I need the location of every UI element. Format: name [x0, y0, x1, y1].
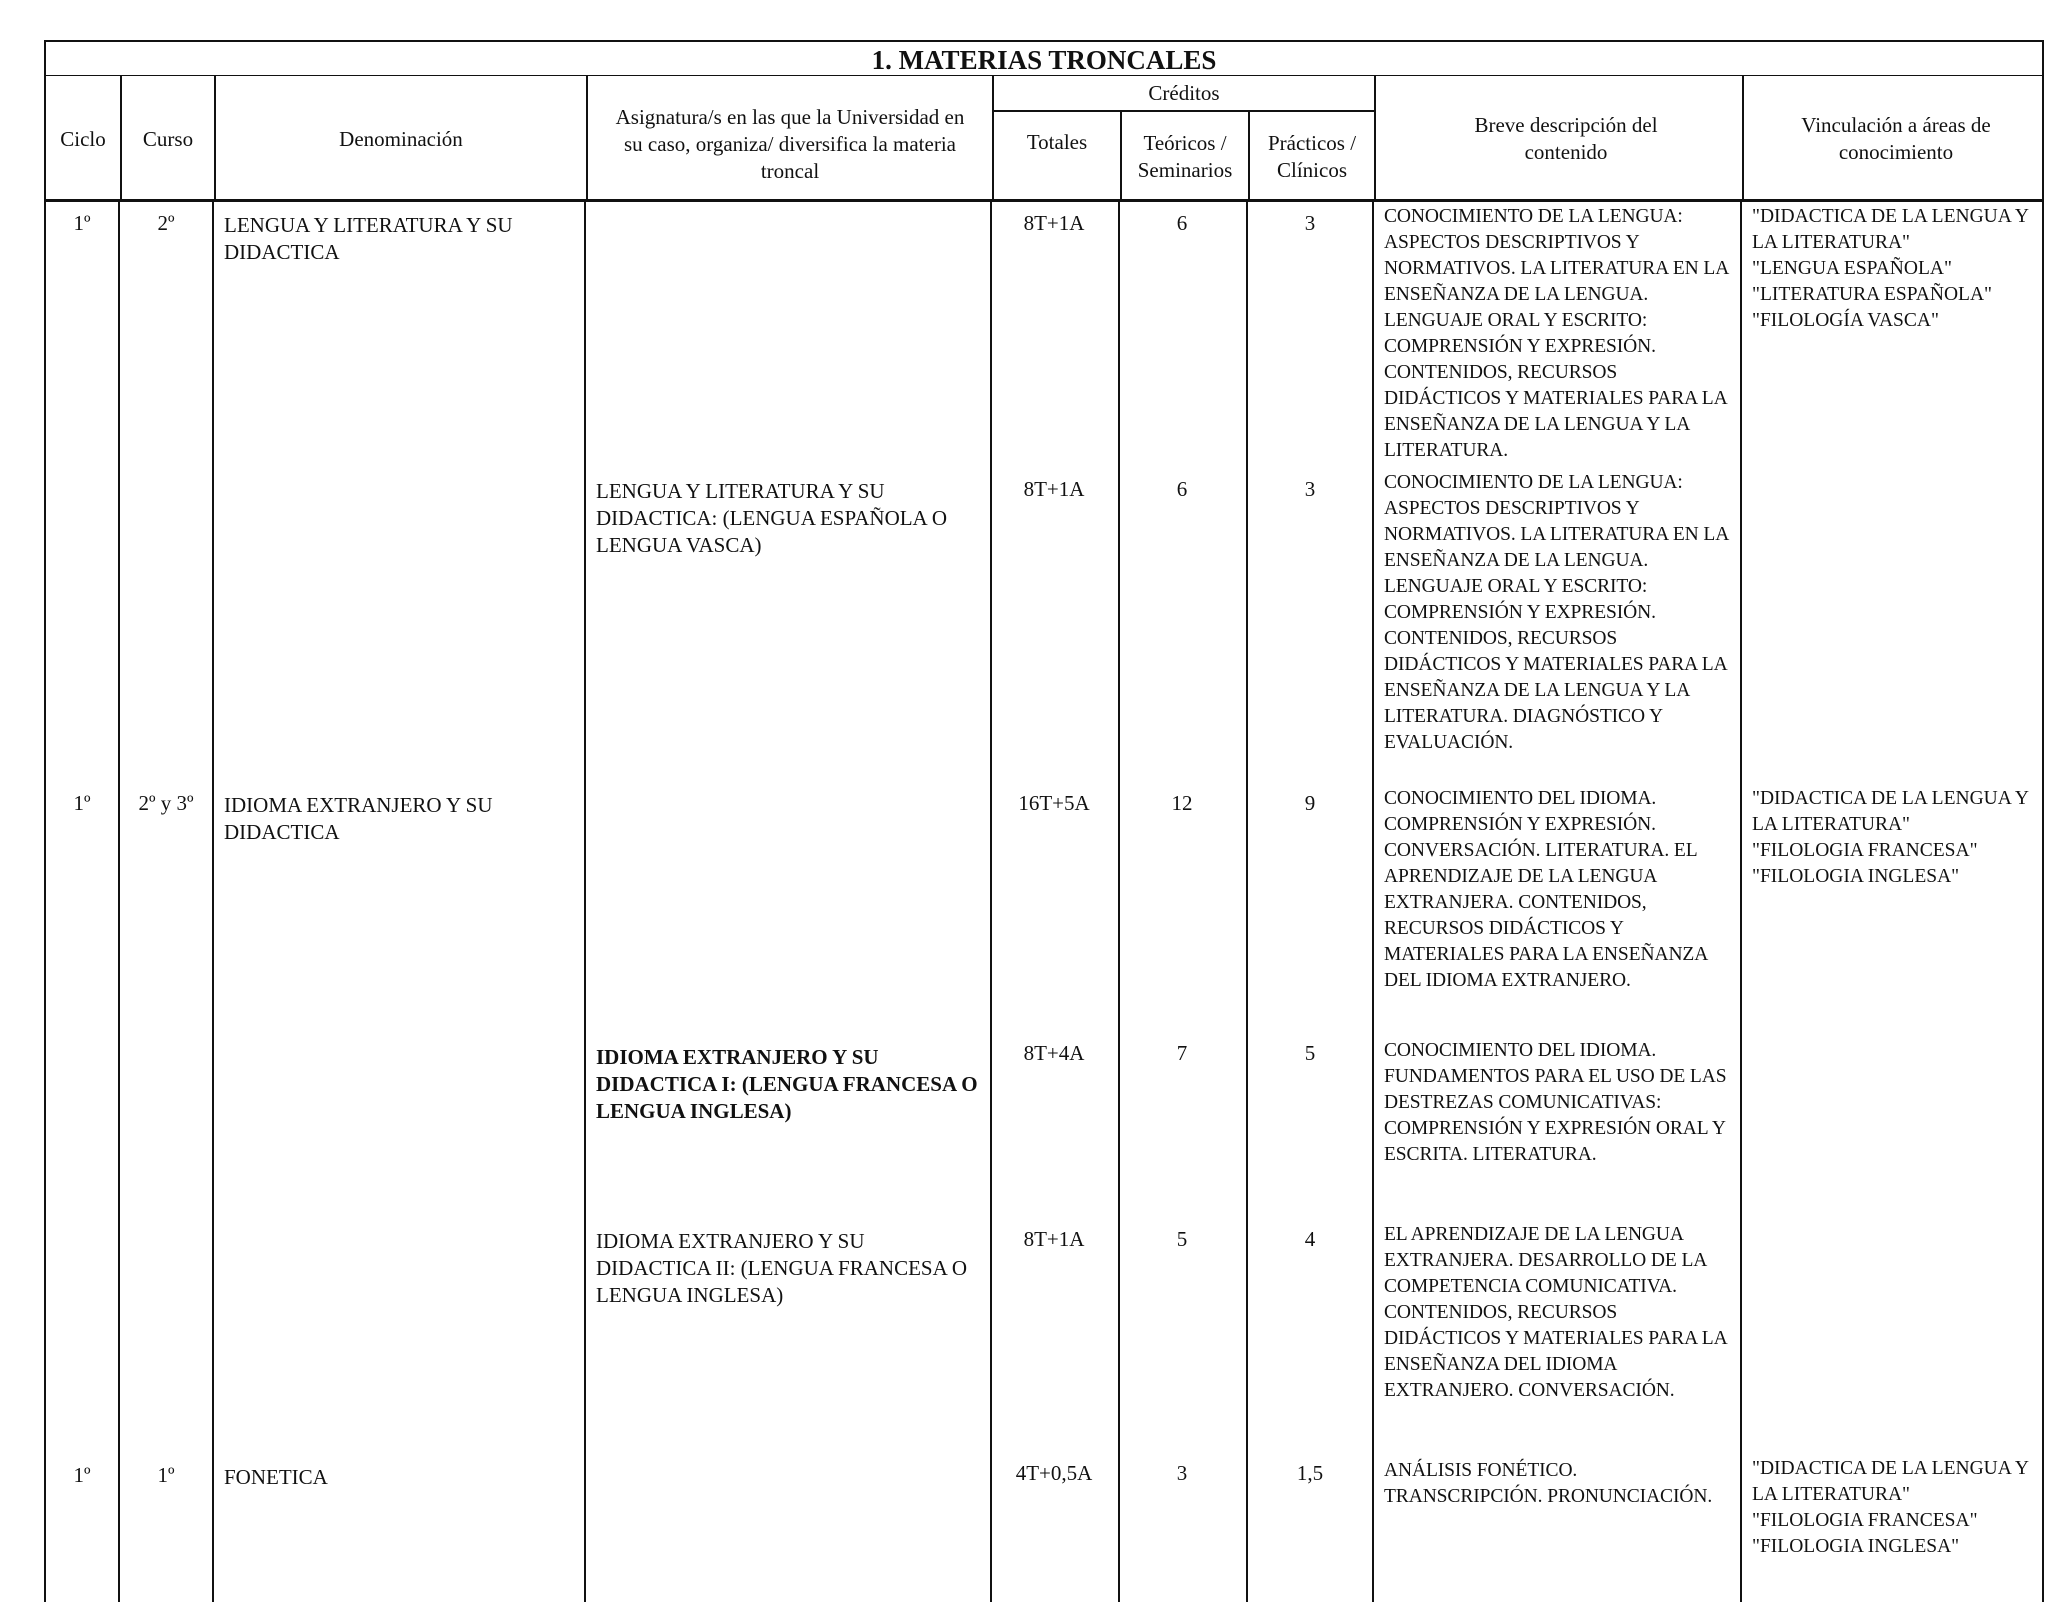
column-line [1118, 202, 1120, 1602]
table-header [44, 76, 2044, 202]
header-practicos: Prácticos / Clínicos [1267, 131, 1357, 182]
cell-denominacion: FONETICA [224, 1465, 328, 1489]
cell-curso: 2º y 3º [138, 791, 194, 815]
cell-totales: 8T+4A [1023, 1041, 1085, 1065]
cell-descripcion: CONOCIMIENTO DEL IDIOMA. FUNDAMENTOS PARA EL USO DE LAS DESTREZAS COMUNICATIVAS: COMPRENSIÓN Y EXPRESIÓN ORAL Y ESCRITA. LITERATURA. [1384, 1040, 1727, 1165]
cell-curso: 2º [157, 211, 175, 235]
column-line [990, 202, 992, 1602]
cell-teoricos: 5 [1176, 1227, 1188, 1251]
cell-descripcion: CONOCIMIENTO DE LA LENGUA: ASPECTOS DESCRIPTIVOS Y NORMATIVOS. LA LITERATURA EN LA ENSEÑANZA DE LA LENGUA. LENGUAJE ORAL Y ESCRITO: COMPRENSIÓN Y EXPRESIÓN. CONTENIDOS, RECURSOS DIDÁCTICOS Y MATERIALES PARA LA ENSEÑANZA DE LA LENGUA Y LA LITERATURA. [1384, 206, 1729, 461]
cell-practicos: 4 [1304, 1227, 1316, 1251]
cell-descripcion: CONOCIMIENTO DE LA LENGUA: ASPECTOS DESCRIPTIVOS Y NORMATIVOS. LA LITERATURA EN LA ENSEÑANZA DE LA LENGUA. LENGUAJE ORAL Y ESCRITO: COMPRENSIÓN Y EXPRESIÓN. CONTENIDOS, RECURSOS DIDÁCTICOS Y MATERIALES PARA LA ENSEÑANZA DE LA LENGUA Y LA LITERATURA. DIAGNÓSTICO Y EVALUACIÓN. [1384, 472, 1729, 753]
header-vinculacion: Vinculación a áreas de conocimiento [1801, 113, 1991, 164]
column-line [44, 202, 46, 1602]
cell-teoricos: 12 [1171, 791, 1193, 815]
cell-totales: 8T+1A [1023, 477, 1085, 501]
cell-descripcion: ANÁLISIS FONÉTICO. TRANSCRIPCIÓN. PRONUNCIACIÓN. [1384, 1460, 1713, 1507]
title-bar [44, 40, 2044, 76]
column-line [212, 202, 214, 1602]
cell-ciclo: 1º [73, 791, 91, 815]
cell-practicos: 9 [1304, 791, 1316, 815]
cell-practicos: 3 [1304, 211, 1316, 235]
cell-asignatura: LENGUA Y LITERATURA Y SU DIDACTICA: (LENGUA ESPAÑOLA O LENGUA VASCA) [596, 479, 947, 557]
column-line [1740, 202, 1742, 1602]
cell-vinculacion: "DIDACTICA DE LA LENGUA Y LA LITERATURA" "LENGUA ESPAÑOLA" "LITERATURA ESPAÑOLA" "FILOLOGÍA VASCA" [1752, 206, 2029, 331]
header-creditos: Créditos [1148, 80, 1220, 105]
cell-ciclo: 1º [73, 211, 91, 235]
column-line [1372, 202, 1374, 1602]
cell-teoricos: 6 [1176, 477, 1188, 501]
cell-ciclo: 1º [73, 1463, 91, 1487]
cell-practicos: 1,5 [1296, 1461, 1324, 1485]
cell-curso: 1º [157, 1463, 175, 1487]
cell-teoricos: 3 [1176, 1461, 1188, 1485]
header-divider [586, 76, 588, 202]
table-title: 1. MATERIAS TRONCALES [871, 45, 1217, 75]
header-divider [1374, 76, 1376, 202]
cell-practicos: 5 [1304, 1041, 1316, 1065]
cell-vinculacion: "DIDACTICA DE LA LENGUA Y LA LITERATURA" "FILOLOGIA FRANCESA" "FILOLOGIA INGLESA" [1752, 1458, 2029, 1557]
header-totales: Totales [1026, 129, 1088, 154]
column-line [584, 202, 586, 1602]
header-ciclo: Ciclo [60, 126, 106, 151]
column-line [2042, 202, 2044, 1602]
column-line [1246, 202, 1248, 1602]
cell-teoricos: 7 [1176, 1041, 1188, 1065]
table-body [44, 202, 2044, 1602]
cell-asignatura: IDIOMA EXTRANJERO Y SU DIDACTICA I: (LENGUA FRANCESA O LENGUA INGLESA) [596, 1045, 978, 1123]
cell-practicos: 3 [1304, 477, 1316, 501]
cell-totales: 8T+1A [1023, 211, 1085, 235]
cell-asignatura: IDIOMA EXTRANJERO Y SU DIDACTICA II: (LENGUA FRANCESA O LENGUA INGLESA) [596, 1229, 968, 1307]
cell-totales: 4T+0,5A [1015, 1461, 1093, 1485]
header-asignaturas: Asignatura/s en las que la Universidad en su caso, organiza/ diversifica la materia troncal [615, 104, 965, 183]
cell-descripcion: CONOCIMIENTO DEL IDIOMA. COMPRENSIÓN Y EXPRESIÓN. CONVERSACIÓN. LITERATURA. EL APRENDIZAJE DE LA LENGUA EXTRANJERA. CONTENIDOS, RECURSOS DIDÁCTICOS Y MATERIALES PARA LA ENSEÑANZA DEL IDIOMA EXTRANJERO. [1384, 788, 1708, 991]
header-divider [1248, 112, 1250, 202]
cell-descripcion: EL APRENDIZAJE DE LA LENGUA EXTRANJERA. DESARROLLO DE LA COMPETENCIA COMUNICATIVA. CONTENIDOS, RECURSOS DIDÁCTICOS Y MATERIALES PARA LA ENSEÑANZA DEL IDIOMA EXTRANJERO. CONVERSACIÓN. [1384, 1224, 1727, 1401]
header-descripcion: Breve descripción del contenido [1474, 113, 1658, 164]
cell-vinculacion: "DIDACTICA DE LA LENGUA Y LA LITERATURA" "FILOLOGIA FRANCESA" "FILOLOGIA INGLESA" [1752, 788, 2029, 887]
header-teoricos: Teóricos / Seminarios [1137, 131, 1233, 182]
header-divider [1742, 76, 1744, 202]
cell-totales: 8T+1A [1023, 1227, 1085, 1251]
cell-teoricos: 6 [1176, 211, 1188, 235]
cell-denominacion: IDIOMA EXTRANJERO Y SU DIDACTICA [224, 793, 493, 844]
cell-denominacion: LENGUA Y LITERATURA Y SU DIDACTICA [224, 213, 513, 264]
header-denominacion: Denominación [339, 126, 463, 151]
cell-totales: 16T+5A [1018, 791, 1090, 815]
header-curso: Curso [142, 126, 194, 151]
header-divider [1120, 112, 1122, 202]
column-line [118, 202, 120, 1602]
